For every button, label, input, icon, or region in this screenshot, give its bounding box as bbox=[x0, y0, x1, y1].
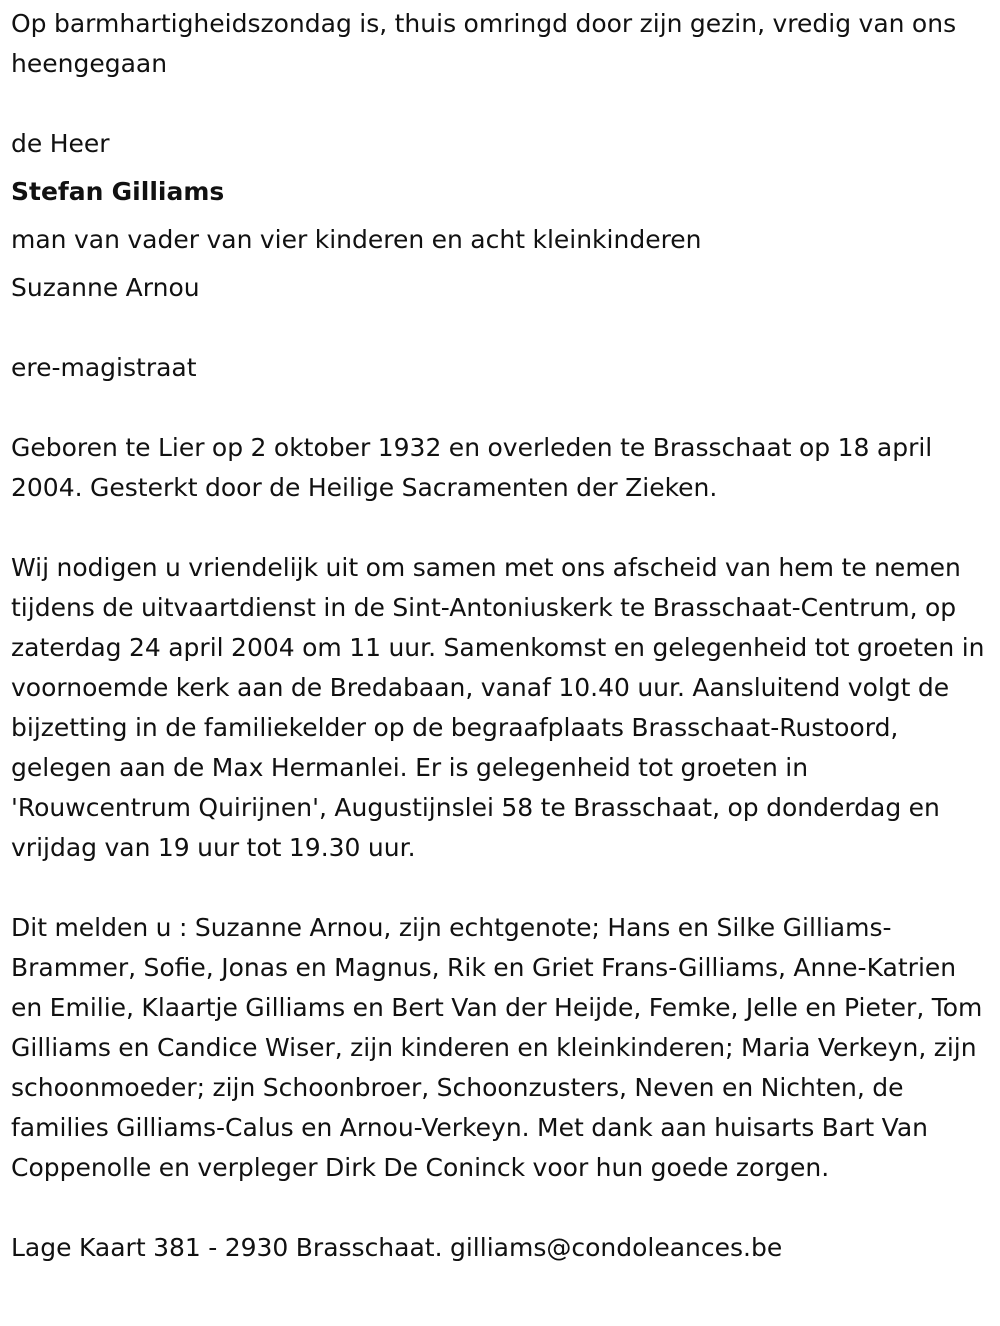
birth-death-text: Geboren te Lier op 2 oktober 1932 en overleden te Brasschaat op 18 april 2004. Gesterkt door de Heilige Sacramenten der Zieken. bbox=[11, 433, 933, 502]
relation-text: man van vader van vier kinderen en acht kleinkinderen bbox=[11, 225, 702, 254]
professional-title: ere-magistraat bbox=[11, 353, 197, 382]
announcers-text: Dit melden u : Suzanne Arnou, zijn echtgenote; Hans en Silke Gilliams-Brammer, Sofie, Jonas en Magnus, Rik en Griet Frans-Gilliams, Anne-Katrien en Emilie, Klaartje Gilliams en Bert Van der Heijde, Femke, Jelle en Pieter, Tom Gilliams en Candice Wiser, zijn kinderen en kleinkinderen; Maria Verkeyn, zijn schoonmoeder; zijn Schoonbroer, Schoonzusters, Neven en Nichten, de families Gilliams-Calus en Arnou-Verkeyn. Met dank aan huisarts Bart Van Coppenolle en verpleger Dirk De Coninck voor hun goede zorgen. bbox=[11, 913, 983, 1182]
deceased-name: Stefan Gilliams bbox=[11, 177, 225, 206]
obituary-document bbox=[11, 4, 991, 1268]
salutation: de Heer bbox=[11, 129, 110, 158]
contact-address: Lage Kaart 381 - 2930 Brasschaat. gilliams@condoleances.be bbox=[11, 1233, 783, 1262]
intro-text: Op barmhartigheidszondag is, thuis omringd door zijn gezin, vredig van ons heengegaan bbox=[11, 9, 957, 78]
invitation-text: Wij nodigen u vriendelijk uit om samen met ons afscheid van hem te nemen tijdens de uitvaartdienst in de Sint-Antoniuskerk te Brasschaat-Centrum, op zaterdag 24 april 2004 om 11 uur. Samenkomst en gelegenheid tot groeten in voornoemde kerk aan de Bredabaan, vanaf 10.40 uur. Aansluitend volgt de bijzetting in de familiekelder op de begraafplaats Brasschaat-Rustoord, gelegen aan de Max Hermanlei. Er is gelegenheid tot groeten in 'Rouwcentrum Quirijnen', Augustijnslei 58 te Brasschaat, op donderdag en vrijdag van 19 uur tot 19.30 uur. bbox=[11, 553, 985, 862]
spouse-name: Suzanne Arnou bbox=[11, 273, 200, 302]
